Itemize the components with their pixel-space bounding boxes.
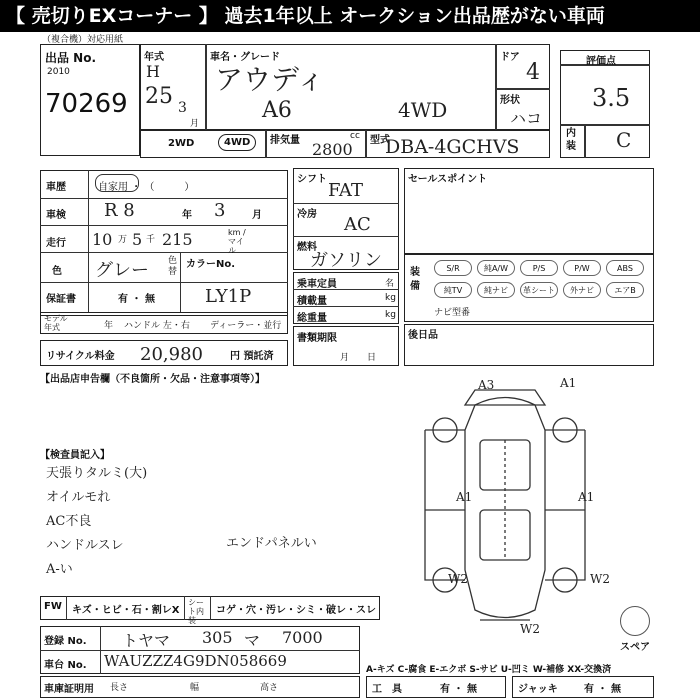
history-circle xyxy=(95,174,139,192)
mark-a3: A3 xyxy=(478,378,495,392)
shift-value: FAT xyxy=(328,180,363,201)
mileage-unit: km / マイル xyxy=(228,228,246,255)
report-label: 【出品店申告欄（不良箇所・欠品・注意事項等）】 xyxy=(40,374,265,385)
capacity-unit: 名 xyxy=(385,279,395,289)
dealer-options: ディーラー・並行 xyxy=(210,321,282,331)
color-no-label: カラーNo. xyxy=(186,259,236,270)
inspector-note: 天張りタルミ(大) xyxy=(46,466,148,481)
reg-number-1: 305 xyxy=(202,628,233,647)
tools-label: 工 具 xyxy=(372,684,402,695)
fuel-label: 燃料 xyxy=(297,242,317,253)
lot-label: 出品 No. xyxy=(45,51,97,65)
fw-options: キズ・ヒビ・石・割レX xyxy=(72,605,180,616)
reg-area: トヤマ xyxy=(122,631,171,650)
fw-label: FW xyxy=(44,601,62,612)
warranty-options: 有 ・ 無 xyxy=(118,294,155,305)
model-year-unit: 年 xyxy=(104,321,114,331)
inspector-note: ハンドルスレ xyxy=(46,538,124,553)
lot-box xyxy=(40,44,140,156)
year-label: 年式 xyxy=(144,52,164,63)
warranty-label: 保証書 xyxy=(46,294,76,305)
score-value: 3.5 xyxy=(592,84,631,112)
drive-2wd: 2WD xyxy=(168,138,195,149)
inspection-year-unit: 年 xyxy=(182,210,192,221)
mark-w2-right: W2 xyxy=(590,572,610,586)
type-code: DBA-4GCHVS xyxy=(385,136,520,158)
month-unit: 月 xyxy=(190,119,200,129)
reg-kana: マ xyxy=(244,631,261,650)
displacement-value: 2800 xyxy=(312,140,353,159)
door-count: 4 xyxy=(526,60,540,85)
history-label: 車歴 xyxy=(46,182,66,193)
name-label: 車名・グレード xyxy=(210,52,280,63)
interior-score: C xyxy=(616,128,632,152)
color-no: LY1P xyxy=(205,286,252,307)
reg-number-2: 7000 xyxy=(282,628,323,647)
history-options: 自家用 ・ （ ） xyxy=(98,182,195,193)
tools-options: 有 ・ 無 xyxy=(440,684,477,695)
shape-label: 形状 xyxy=(500,95,520,106)
equipment-item: エアB xyxy=(606,282,644,298)
load-label: 積載量 xyxy=(297,296,327,307)
cert-label: 車庫証明用 xyxy=(44,684,94,695)
spare-label: スペア xyxy=(620,642,650,653)
body-shape: ハコ xyxy=(510,109,543,128)
vehicle-make: アウディ xyxy=(215,63,325,96)
equipment-item: 革シート xyxy=(520,282,558,298)
mark-w2-left: W2 xyxy=(448,572,468,586)
seat-label: シート内装 xyxy=(188,598,204,625)
damage-legend: A-キズ C-腐食 E-エクボ S-サビ U-凹ミ W-補修 XX-交換済 xyxy=(366,665,612,675)
inspection-month-unit: 月 xyxy=(252,210,262,221)
score-label: 評価点 xyxy=(586,56,616,67)
page-banner xyxy=(0,0,700,32)
equipment-item: 純TV xyxy=(434,282,472,298)
mark-a1-top: A1 xyxy=(560,376,577,390)
reg-label: 登録 No. xyxy=(44,636,87,647)
mileage-rest: 215 xyxy=(162,230,193,249)
equipment-item: P/S xyxy=(520,260,558,276)
spare-icon xyxy=(620,606,650,636)
recycle-value: 20,980 xyxy=(140,344,203,365)
mark-a1-left: A1 xyxy=(456,490,473,504)
cert-length: 長さ xyxy=(110,683,129,693)
jack-label: ジャッキ xyxy=(518,684,558,695)
inspection-era: R 8 xyxy=(104,200,135,221)
equipment-item: S/R xyxy=(434,260,472,276)
mileage-man-unit: 万 xyxy=(118,235,128,245)
mileage-sen: 5 xyxy=(132,230,143,249)
jack-options: 有 ・ 無 xyxy=(584,684,621,695)
sales-point-label: セールスポイント xyxy=(408,174,488,185)
deadline-label: 書類期限 xyxy=(297,333,337,344)
equipment-item: P/W xyxy=(563,260,601,276)
lot-year-printed: 2010 xyxy=(47,67,70,77)
equipment-item: 外ナビ xyxy=(563,282,601,298)
inspector-note: AC不良 xyxy=(46,514,92,529)
equipment-label: 装備 xyxy=(410,267,420,292)
model-year: 25 xyxy=(145,84,173,109)
ac-value: AC xyxy=(344,214,371,235)
mileage-sen-unit: 千 xyxy=(146,235,156,245)
vin-label: 車台 No. xyxy=(44,660,87,671)
banner-text: 【 売切りEXコーナー 】 過去1年以上 オークション出品歴がない車両 xyxy=(6,5,605,27)
cert-width: 幅 xyxy=(190,683,200,693)
vehicle-model: A6 xyxy=(262,98,292,123)
equipment-item: ABS xyxy=(606,260,644,276)
deadline-unit: 月 日 xyxy=(340,353,377,363)
mark-w2-bottom: W2 xyxy=(520,622,540,636)
recycle-label: リサイクル料金 xyxy=(46,351,115,362)
model-year-label: モデル年式 xyxy=(44,314,68,332)
navi-model-label: ナビ型番 xyxy=(434,308,471,318)
form-subtitle: （複合機）対応用紙 xyxy=(42,35,124,45)
displacement-unit: cc xyxy=(350,131,360,141)
gross-unit: kg xyxy=(385,310,396,320)
shift-label: シフト xyxy=(297,174,327,185)
handle-options: ハンドル 左・右 xyxy=(124,321,190,331)
color-value: グレー xyxy=(95,260,149,281)
mark-a1-right: A1 xyxy=(578,490,595,504)
vehicle-box xyxy=(140,44,550,130)
after-box xyxy=(404,324,654,366)
type-label: 型式 xyxy=(370,135,390,146)
ac-label: 冷房 xyxy=(297,209,317,220)
recycle-unit: 円 預託済 xyxy=(230,351,274,362)
door-label: ドア xyxy=(500,52,520,63)
equipment-item: 純A/W xyxy=(477,260,515,276)
car-diagram xyxy=(405,370,605,640)
gross-label: 総重量 xyxy=(297,313,327,324)
cert-height: 高さ xyxy=(260,683,279,693)
inspection-month: 3 xyxy=(214,200,226,221)
era: H xyxy=(146,62,160,81)
interior-label: 内装 xyxy=(566,128,576,152)
inspector-note-right: エンドパネルい xyxy=(226,536,317,551)
model-month: 3 xyxy=(178,100,187,116)
capacity-label: 乗車定員 xyxy=(297,279,337,290)
displacement-label: 排気量 xyxy=(270,135,300,146)
fuel-value: ガソリン xyxy=(310,250,382,271)
load-unit: kg xyxy=(385,293,396,303)
seat-options: コゲ・穴・汚レ・シミ・破レ・スレ xyxy=(216,605,376,616)
mileage-man: 10 xyxy=(92,230,113,249)
vehicle-grade: 4WD xyxy=(398,98,448,122)
mileage-label: 走行 xyxy=(46,238,66,249)
equipment-item: 純ナビ xyxy=(477,282,515,298)
inspector-note: A-い xyxy=(46,562,73,577)
inspector-label: 【検査員記入】 xyxy=(40,450,110,461)
vin-value: WAUZZZ4G9DN058669 xyxy=(104,652,287,670)
color-change-label: 色替 xyxy=(168,256,178,277)
drive-4wd-circled: 4WD xyxy=(218,134,256,151)
after-label: 後日品 xyxy=(408,330,438,341)
inspector-note: オイルモれ xyxy=(46,490,111,505)
lot-number: 70269 xyxy=(45,89,128,119)
inspection-label: 車検 xyxy=(46,210,66,221)
color-label: 色 xyxy=(52,266,62,277)
